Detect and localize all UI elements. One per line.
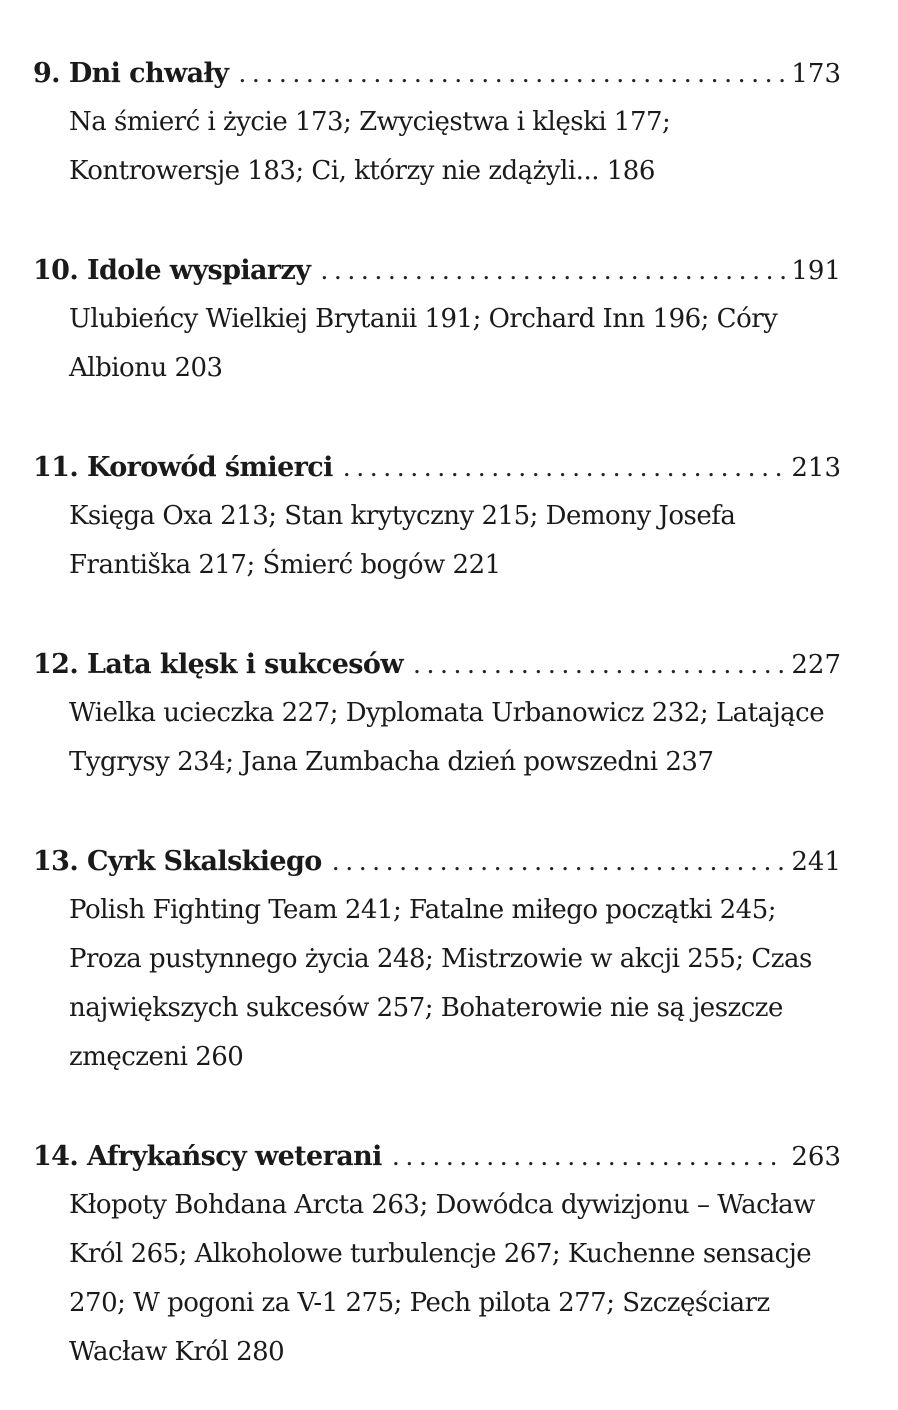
chapter-page-number: 227 (791, 650, 841, 680)
chapter-sections: Ulubieńcy Wielkiej Brytanii 191; Orchard Inn 196; Córy Albionu 203 (69, 304, 778, 383)
chapter-heading (33, 49, 841, 98)
chapter-title (33, 443, 333, 492)
chapter-name: Korowód śmierci (87, 452, 333, 483)
toc-chapter-12 (33, 640, 841, 787)
chapter-title (33, 49, 228, 98)
chapter-sections: Wielka ucieczka 227; Dyplomata Urbanowicz 232; Latające Tygrysy 234; Jana Zumbacha dzień powszedni 237 (69, 698, 825, 777)
chapter-page-number: 191 (791, 256, 841, 286)
chapter-heading (33, 640, 841, 689)
chapter-page-number: 213 (791, 453, 841, 483)
toc-chapter-13 (33, 837, 841, 1082)
dot-leader (343, 443, 786, 492)
chapter-title (33, 837, 322, 886)
chapter-number: 11. (33, 452, 79, 483)
chapter-sections: Księga Oxa 213; Stan krytyczny 215; Demony Josefa Františka 217; Śmierć bogów 221 (69, 501, 736, 580)
chapter-name: Idole wyspiarzy (87, 255, 311, 286)
chapter-name: Lata klęsk i sukcesów (87, 649, 403, 680)
chapter-title (33, 246, 310, 295)
chapter-title (33, 1132, 382, 1181)
chapter-heading (33, 246, 841, 295)
chapter-name: Cyrk Skalskiego (87, 846, 322, 877)
chapter-number: 9. (33, 58, 60, 89)
chapter-page-number: 241 (791, 847, 841, 877)
chapter-name: Dni chwały (68, 58, 229, 89)
chapter-heading (33, 1132, 841, 1181)
chapter-number: 10. (33, 255, 79, 286)
dot-leader (320, 246, 785, 295)
chapter-number: 13. (33, 846, 79, 877)
dot-leader (413, 640, 785, 689)
toc-chapter-9 (33, 49, 841, 196)
toc-chapter-10 (33, 246, 841, 393)
toc-chapter-11 (33, 443, 841, 590)
chapter-name: Afrykańscy weterani (87, 1141, 382, 1172)
chapter-sections: Kłopoty Bohdana Arcta 263; Dowódca dywizjonu – Wacław Król 265; Alkoholowe turbulencje 267; Kuchenne sensacje 270; W pogoni za V-1 275; Pech pilota 277; Szczęściarz Wacław Król 280 (69, 1190, 815, 1367)
toc-chapter-14 (33, 1132, 841, 1377)
chapter-number: 12. (33, 649, 79, 680)
dot-leader (238, 49, 785, 98)
chapter-sections: Polish Fighting Team 241; Fatalne miłego początki 245; Proza pustynnego życia 248; Mistrzowie w akcji 255; Czas największych sukcesów 257; Bohaterowie nie są jeszcze zmęczeni 260 (69, 895, 812, 1072)
chapter-number: 14. (33, 1141, 79, 1172)
dot-leader (392, 1132, 786, 1181)
dot-leader (332, 837, 786, 886)
chapter-heading (33, 837, 841, 886)
chapter-title (33, 640, 403, 689)
chapter-page-number: 173 (791, 59, 841, 89)
chapter-heading (33, 443, 841, 492)
chapter-page-number: 263 (791, 1142, 841, 1172)
chapter-sections: Na śmierć i życie 173; Zwycięstwa i klęski 177; Kontrowersje 183; Ci, którzy nie zdążyli... 186 (69, 107, 671, 186)
